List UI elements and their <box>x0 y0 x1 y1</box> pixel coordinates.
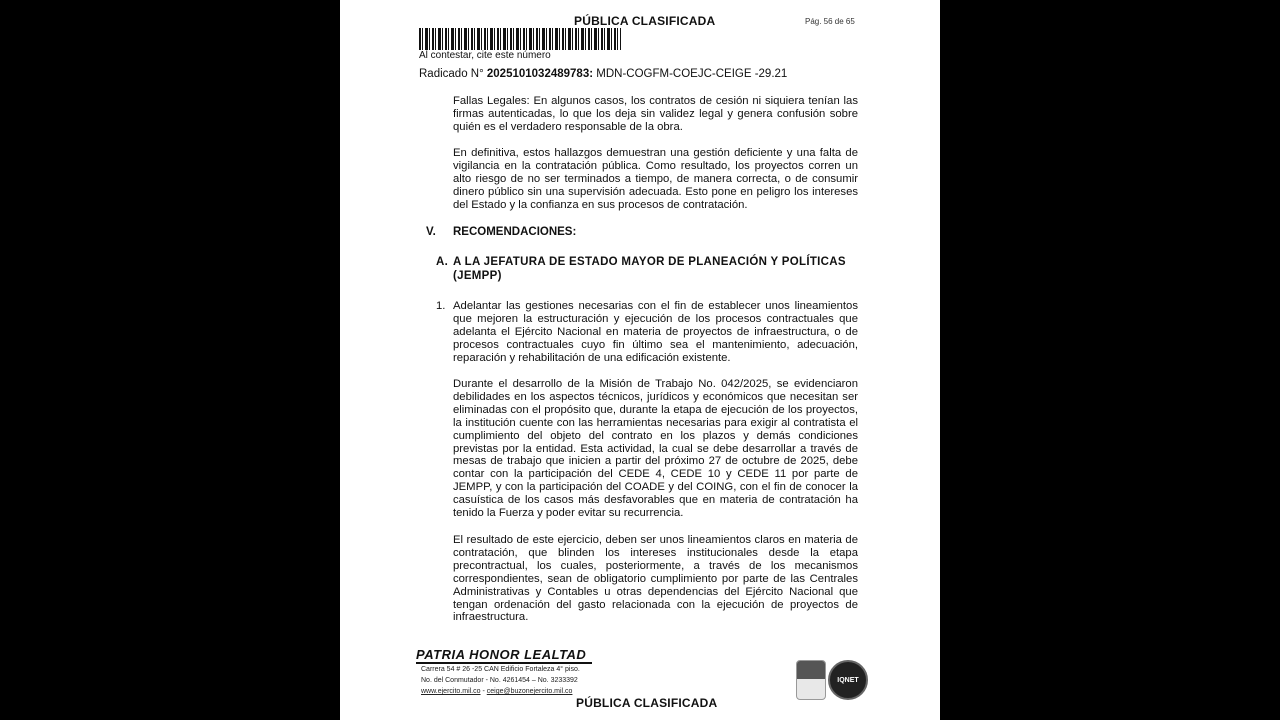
paragraph-mision: Durante el desarrollo de la Misión de Trabajo No. 042/2025, se evidenciaron debilidades en los aspectos técnicos, jurídicos y económicos que necesitan ser eliminadas con el propósito que, durante la etapa de ejecución de los proyectos, la institución cuente con las herramientas necesarias para exigir al contratista el cumplimiento del objeto del contrato en los plazos y demás condiciones previstas por la entidad. Esta actividad, la cual se debe desarrollar a través de mesas de trabajo que inicien a partir del próximo 27 de octubre de 2025, debe contar con la participación del CEDE 4, CEDE 10 y CEDE 11 por parte de JEMPP, y con la participación del COADE y del COING, con el fin de conocer la casuística de los casos más desfavorables que en materia de contratación ha tenido la Fuerza y poder evitar su recurrencia. <box>453 378 858 520</box>
item-text: Adelantar las gestiones necesarias con el fin de establecer unos lineamientos que mejoren la estructuración y ejecución de los procesos contractuales que adelanta el Ejército Nacional en materia de proyectos de infraestructura, o de procesos contractuales cuyo fin último sea el mantenimiento, adecuación, reparación y rehabilitación de una edificación existente. <box>453 300 858 364</box>
classification-header: PÚBLICA CLASIFICADA <box>574 14 716 28</box>
footer-web-link[interactable]: www.ejercito.mil.co <box>421 688 481 695</box>
section-number: V. <box>426 226 436 238</box>
paragraph-resultado: El resultado de este ejercicio, deben ser unos lineamientos claros en materia de contratación, que blinden los intereses institucionales desde la etapa precontractual, los cuales, posteriormente, a través de los mecanismos correspondientes, sean de obligatorio cumplimiento por parte de las Centrales Administrativas y Contables u otras dependencias del Ejército Nacional que tengan ordenación del gasto relacionada con la ejecución de proyectos de infraestructura. <box>453 534 858 624</box>
footer-email-link[interactable]: ceige@buzonejercito.mil.co <box>486 688 573 695</box>
footer-phones: No. del Conmutador - No. 4261454 – No. 3233392 <box>421 677 578 684</box>
paragraph-fallas-legales: Fallas Legales: En algunos casos, los contratos de cesión ni siquiera tenían las firmas autenticadas, lo que los deja sin validez legal y genera confusión sobre quién es el verdadero responsable de la obra. <box>453 95 858 133</box>
radicado-suffix: MDN-COGFM-COEJC-CEIGE -29.21 <box>596 68 788 80</box>
document-page <box>340 0 940 720</box>
certification-logo <box>796 660 826 700</box>
iqnet-logo <box>828 660 868 700</box>
radicado-line <box>419 68 787 80</box>
motto: PATRIA HONOR LEALTAD <box>416 647 587 662</box>
subsection-letter: A. <box>436 256 449 268</box>
radicado-number: 2025101032489783: <box>486 68 594 80</box>
paragraph-definitiva: En definitiva, estos hallazgos demuestran una gestión deficiente y una falta de vigilancia en la contratación pública. Como resultado, los proyectos corren un alto riesgo de no ser terminados a tiempo, de manera correcta, o de consumir dinero público sin una supervisión adecuada. Esto pone en peligro los intereses del Estado y la confianza en sus procesos de contratación. <box>453 147 858 211</box>
footer-address: Carrera 54 # 26 -25 CAN Edificio Fortaleza 4° piso. <box>421 666 580 673</box>
radicado-label: Radicado N° <box>419 68 484 80</box>
iqnet-logo-text: IQNET <box>837 676 859 684</box>
cite-text: Al contestar, cite este número <box>419 50 551 61</box>
footer-address-block: Carrera 54 # 26 -25 CAN Edificio Fortaleza 4° piso. No. del Conmutador - No. 4261454 – No. 3233392 www.ejercito.mil.co - ceige@buzonejercito.mil.co <box>421 666 580 695</box>
item-number: 1. <box>436 300 446 312</box>
section-title: RECOMENDACIONES: <box>453 226 577 238</box>
page-number: Pág. 56 de 65 <box>805 17 855 26</box>
subsection-title: A LA JEFATURA DE ESTADO MAYOR DE PLANEACIÓN Y POLÍTICAS (JEMPP) <box>453 256 846 282</box>
classification-footer: PÚBLICA CLASIFICADA <box>576 696 718 710</box>
barcode <box>419 28 621 50</box>
